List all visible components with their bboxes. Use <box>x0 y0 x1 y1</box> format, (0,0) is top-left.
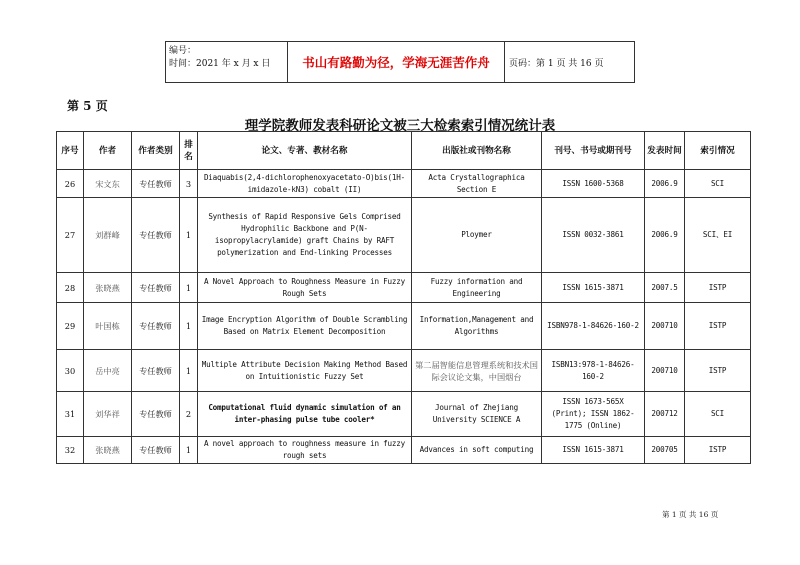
cell-author: 刘群峰 <box>84 198 132 273</box>
cell-title: A Novel Approach to Roughness Measure in Fuzzy Rough Sets <box>198 273 412 303</box>
cell-category: 专任教师 <box>132 170 180 198</box>
cell-issn: ISSN 0032-3861 <box>542 198 645 273</box>
cell-date: 200712 <box>645 392 685 437</box>
cell-date: 200710 <box>645 350 685 392</box>
cell-title: Computational fluid dynamic simulation of an inter-phasing pulse tube cooler* <box>198 392 412 437</box>
cell-issn: ISBN978-1-84626-160-2 <box>542 303 645 350</box>
col-rank: 排名 <box>180 132 198 170</box>
cell-publisher: Ploymer <box>412 198 542 273</box>
cell-author: 张晓燕 <box>84 437 132 464</box>
cell-no: 26 <box>57 170 84 198</box>
cell-title: Synthesis of Rapid Responsive Gels Comprised Hydrophilic Backbone and P(N-isopropylacrylamide) graft Chains by RAFT polymerization and End-linking Processes <box>198 198 412 273</box>
cell-rank: 2 <box>180 392 198 437</box>
cell-no: 30 <box>57 350 84 392</box>
cell-rank: 1 <box>180 198 198 273</box>
cell-title: Image Encryption Algorithm of Double Scrambling Based on Matrix Element Decomposition <box>198 303 412 350</box>
page-title: 理学院教师发表科研论文被三大检索索引情况统计表 <box>244 118 556 134</box>
cell-category: 专任教师 <box>132 350 180 392</box>
cell-category: 专任教师 <box>132 437 180 464</box>
cell-rank: 1 <box>180 437 198 464</box>
cell-no: 29 <box>57 303 84 350</box>
cell-index: ISTP <box>685 303 751 350</box>
cell-date: 2007.5 <box>645 273 685 303</box>
cell-no: 27 <box>57 198 84 273</box>
col-author: 作者 <box>84 132 132 170</box>
cell-rank: 1 <box>180 350 198 392</box>
motto: 书山有路勤为径，学海无涯苦作舟 <box>288 42 505 82</box>
statistics-table <box>56 131 751 464</box>
cell-index: SCI、EI <box>685 198 751 273</box>
cell-publisher: 第二届智能信息管理系统和技术国际会议论文集，中国烟台 <box>412 350 542 392</box>
cell-date: 2006.9 <box>645 198 685 273</box>
table-row <box>57 273 751 303</box>
table-row <box>57 437 751 464</box>
cell-index: ISTP <box>685 437 751 464</box>
cell-author: 刘华祥 <box>84 392 132 437</box>
cell-issn: ISSN 1615-3871 <box>542 437 645 464</box>
cell-issn: ISSN 1673-565X (Print); ISSN 1862-1775 (Online) <box>542 392 645 437</box>
document-header <box>165 41 635 83</box>
col-date: 发表时间 <box>645 132 685 170</box>
cell-category: 专任教师 <box>132 273 180 303</box>
header-meta <box>166 42 288 82</box>
cell-no: 31 <box>57 392 84 437</box>
cell-publisher: Acta Crystallographica Section E <box>412 170 542 198</box>
cell-author: 叶国栋 <box>84 303 132 350</box>
cell-category: 专任教师 <box>132 303 180 350</box>
cell-publisher: Journal of Zhejiang University SCIENCE A <box>412 392 542 437</box>
cell-index: SCI <box>685 392 751 437</box>
cell-index: SCI <box>685 170 751 198</box>
cell-date: 2006.9 <box>645 170 685 198</box>
cell-author: 宋文东 <box>84 170 132 198</box>
page-label: 第 5 页 <box>67 99 108 113</box>
cell-rank: 3 <box>180 170 198 198</box>
col-title: 论文、专著、教材名称 <box>198 132 412 170</box>
cell-rank: 1 <box>180 273 198 303</box>
col-publisher: 出版社或刊物名称 <box>412 132 542 170</box>
cell-date: 200705 <box>645 437 685 464</box>
page-footer: 第 1 页 共 16 页 <box>662 510 719 519</box>
cell-publisher: Information,Management and Algorithms <box>412 303 542 350</box>
table-row <box>57 170 751 198</box>
cell-issn: ISSN 1615-3871 <box>542 273 645 303</box>
cell-publisher: Fuzzy information and Engineering <box>412 273 542 303</box>
cell-no: 32 <box>57 437 84 464</box>
page-info: 页码：第 1 页 共 16 页 <box>509 58 604 69</box>
table-row <box>57 392 751 437</box>
table-row <box>57 198 751 273</box>
cell-title: A novel approach to roughness measure in fuzzy rough sets <box>198 437 412 464</box>
time-label: 时间：2021 年 x 月 x 日 <box>169 59 271 69</box>
cell-index: ISTP <box>685 273 751 303</box>
cell-issn: ISBN13:978-1-84626-160-2 <box>542 350 645 392</box>
cell-category: 专任教师 <box>132 392 180 437</box>
col-issn: 刊号、书号或期刊号 <box>542 132 645 170</box>
cell-issn: ISSN 1600-5368 <box>542 170 645 198</box>
col-index: 索引情况 <box>685 132 751 170</box>
table-row <box>57 303 751 350</box>
col-category: 作者类别 <box>132 132 180 170</box>
cell-no: 28 <box>57 273 84 303</box>
table-row <box>57 350 751 392</box>
cell-publisher: Advances in soft computing <box>412 437 542 464</box>
number-label: 编号： <box>169 46 197 56</box>
cell-index: ISTP <box>685 350 751 392</box>
cell-category: 专任教师 <box>132 198 180 273</box>
cell-title: Diaquabis(2,4-dichlorophenoxyacetato-O)bis(1H-imidazole-kN3) cobalt (II) <box>198 170 412 198</box>
cell-date: 200710 <box>645 303 685 350</box>
table-header-row <box>57 132 751 170</box>
cell-title: Multiple Attribute Decision Making Method Based on Intuitionistic Fuzzy Set <box>198 350 412 392</box>
cell-author: 张晓燕 <box>84 273 132 303</box>
col-no: 序号 <box>57 132 84 170</box>
cell-rank: 1 <box>180 303 198 350</box>
cell-author: 岳中亮 <box>84 350 132 392</box>
